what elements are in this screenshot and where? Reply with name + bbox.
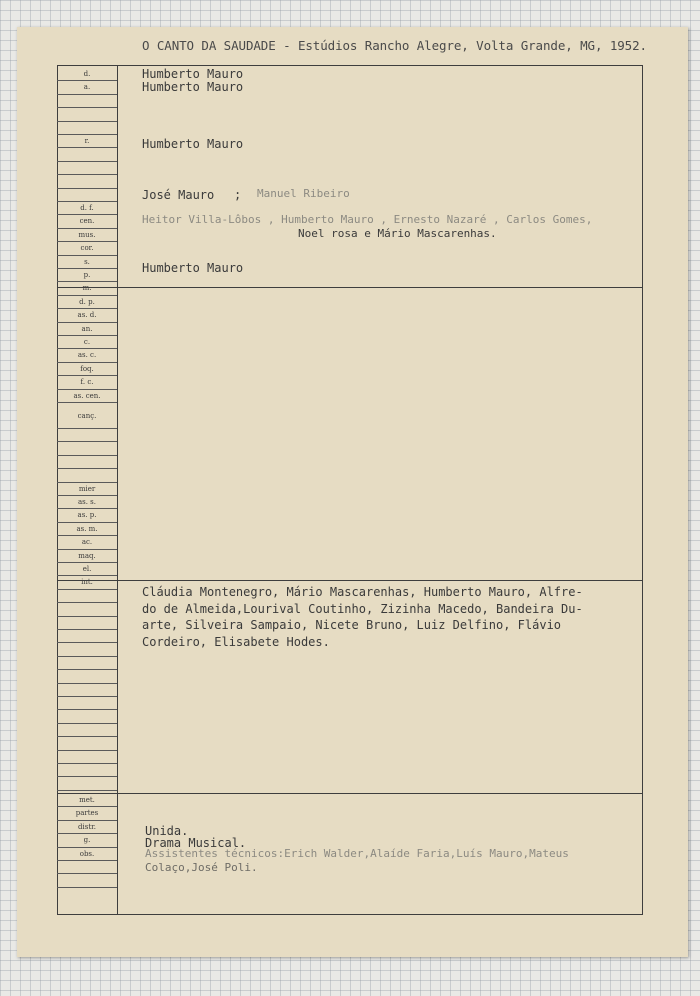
label-blank [57, 469, 117, 482]
label-asm: as. m. [57, 523, 117, 536]
section-divider [57, 580, 643, 581]
label-ass: as. s. [57, 496, 117, 509]
label-distr: distr. [57, 821, 117, 834]
label-blank [57, 429, 117, 442]
label-blank [57, 643, 117, 656]
section-divider [57, 287, 643, 288]
label-column [57, 65, 118, 915]
label-blank [57, 630, 117, 643]
field-music-line1: Heitor Villa-Lôbos , Humberto Mauro , Ernesto Nazaré , Carlos Gomes, [142, 213, 593, 226]
label-blank [57, 874, 117, 887]
field-producer: Humberto Mauro [142, 261, 244, 275]
field-photography-2: Manuel Ribeiro [257, 187, 350, 200]
label-blank [57, 456, 117, 469]
label-blank [57, 442, 117, 455]
label-canc: canç. [57, 403, 117, 429]
label-g: g. [57, 834, 117, 847]
label-mus: mus. [57, 229, 117, 242]
field-partes: Unida. [145, 824, 189, 838]
label-blank [57, 670, 117, 683]
label-blank [57, 861, 117, 874]
label-blank [57, 95, 117, 108]
label-blank [57, 189, 117, 202]
label-blank [57, 724, 117, 737]
field-argument: Humberto Mauro [142, 80, 244, 94]
field-director: Humberto Mauro [142, 67, 244, 81]
label-blank [57, 888, 117, 901]
label-c: c. [57, 336, 117, 349]
label-cen: cen. [57, 215, 117, 228]
label-dp: d. p. [57, 296, 117, 309]
label-blank [57, 108, 117, 121]
field-photography-separator: ; [234, 188, 242, 202]
label-blank [57, 710, 117, 723]
field-music-line2: Noel rosa e Mário Mascarenhas. [298, 227, 497, 240]
field-screenplay: Humberto Mauro [142, 137, 244, 151]
label-a: a. [57, 81, 117, 94]
label-blank [57, 697, 117, 710]
label-m: m. [57, 282, 117, 295]
cast-line: do de Almeida,Lourival Coutinho, Zizinha Macedo, Bandeira Du- [142, 601, 583, 616]
label-int: int. [57, 576, 117, 589]
section-divider [57, 793, 643, 794]
label-foq: foq. [57, 363, 117, 376]
label-blank [57, 684, 117, 697]
label-blank [57, 175, 117, 188]
label-maq: maq. [57, 550, 117, 563]
label-blank [57, 590, 117, 603]
label-el: el. [57, 563, 117, 576]
field-distribution: Drama Musical. [145, 836, 247, 850]
cast-block [142, 584, 583, 650]
label-ascen: as. cen. [57, 390, 117, 403]
cast-line: Cláudia Montenegro, Mário Mascarenhas, Humberto Mauro, Alfre- [142, 585, 583, 599]
label-cor: cor. [57, 242, 117, 255]
label-an: an. [57, 323, 117, 336]
label-blank [57, 737, 117, 750]
label-partes: partes [57, 807, 117, 820]
label-blank [57, 777, 117, 790]
label-asd: as. d. [57, 309, 117, 322]
label-mier: mier [57, 483, 117, 496]
label-p: p. [57, 269, 117, 282]
label-blank [57, 751, 117, 764]
cast-line: arte, Silveira Sampaio, Nicete Bruno, Luiz Delfino, Flávio [142, 618, 562, 632]
label-blank [57, 148, 117, 161]
label-blank [57, 617, 117, 630]
label-blank [57, 657, 117, 670]
label-met: met. [57, 794, 117, 807]
label-asc: as. c. [57, 349, 117, 362]
label-s: s. [57, 256, 117, 269]
label-blank [57, 603, 117, 616]
label-d: d. [57, 68, 117, 81]
cast-line: Cordeiro, Elisabete Hodes. [142, 634, 330, 649]
field-photography-1: José Mauro [142, 188, 215, 202]
label-df: d. f. [57, 202, 117, 215]
label-blank [57, 764, 117, 777]
field-obs-line2: Colaço,José Poli. [145, 861, 258, 874]
label-blank [57, 162, 117, 175]
label-blank [57, 122, 117, 135]
label-obs: obs. [57, 848, 117, 861]
label-r: r. [57, 135, 117, 148]
card-header: O CANTO DA SAUDADE - Estúdios Rancho Alegre, Volta Grande, MG, 1952. [142, 38, 647, 53]
label-asp: as. p. [57, 509, 117, 522]
label-fc: f. c. [57, 376, 117, 389]
field-obs-line1: Assistentes técnicos:Erich Walder,Alaíde Faria,Luís Mauro,Mateus [145, 847, 569, 860]
label-ac: ac. [57, 536, 117, 549]
